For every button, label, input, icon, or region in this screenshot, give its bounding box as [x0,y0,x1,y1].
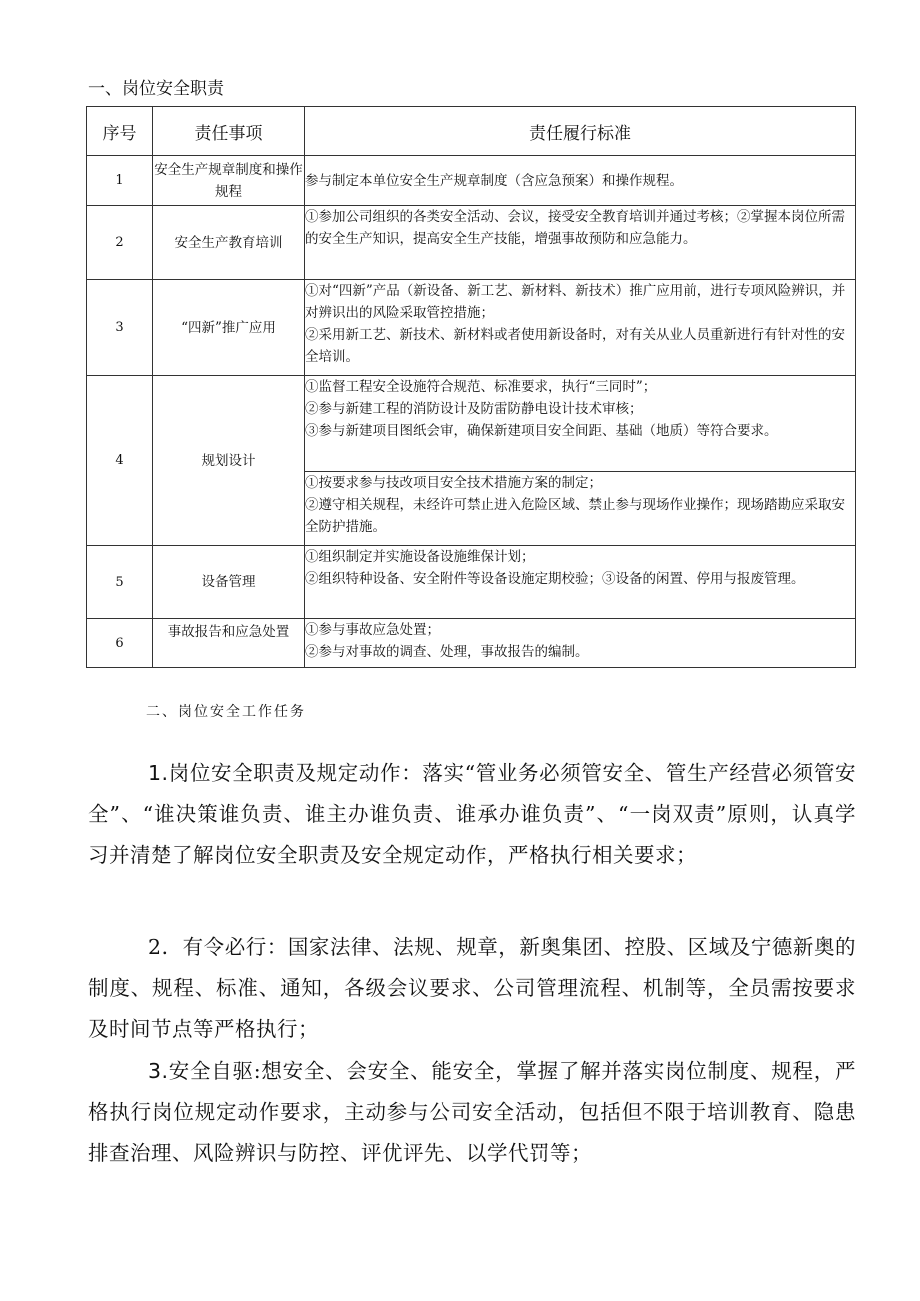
table-row [87,206,856,280]
standard-line: ②组织特种设备、安全附件等设备设施定期校验；③设备的闲置、停用与报废管理。 [305,571,805,587]
standard-line: ①参加公司组织的各类安全活动、会议，接受安全教育培训并通过考核；②掌握本岗位所需的安全生产知识，提高安全生产技能，增强事故预防和应急能力。 [305,209,845,247]
section-1-title: 一、岗位安全职责 [88,79,224,99]
standard-line: ①对“四新”产品（新设备、新工艺、新材料、新技术）推广应用前，进行专项风险辨识，并对辨识出的风险采取管控措施； [305,283,846,321]
standard-line: ②参与新建工程的消防设计及防雷防静电设计技术审核； [305,401,643,417]
table-row [87,280,856,376]
header-performance-standard: 责任履行标准 [305,107,856,156]
table-row [87,156,856,206]
row-standard [305,472,856,546]
table-row [87,376,856,472]
paragraph-lead: 3.安全自驱 [148,1058,254,1083]
header-responsibility-item: 责任事项 [153,107,305,156]
row-item: “四新”推广应用 [153,280,305,376]
responsibility-table [86,106,856,668]
paragraph-body: 2．有令必行：国家法律、法规、规章，新奥集团、控股、区域及宁德新奥的制度、规程、标准、通知，各级会议要求、公司管理流程、机制等，全员需按要求及时间节点等严格执行； [88,934,856,1041]
standard-line: ③参与新建项目图纸会审，确保新建项目安全间距、基础（地质）等符合要求。 [305,423,778,439]
row-standard [305,280,856,376]
paragraph-lead: 1.岗位安全职责及规定动作 [148,760,402,785]
standard-line: ②遵守相关规程，未经许可禁止进入危险区域、禁止参与现场作业操作；现场踏勘应采取安全防护措施。 [305,497,845,535]
table-header-row [87,107,856,156]
table-row [87,619,856,668]
row-standard [305,156,856,206]
paragraph-2 [88,927,856,1050]
row-item: 设备管理 [153,546,305,619]
row-item: 安全生产规章制度和操作规程 [153,156,305,206]
paragraph-1 [88,753,856,876]
row-standard [305,206,856,280]
paragraph-body: ：落实“管业务必须管安全、管生产经营必须管安全”、“谁决策谁负责、谁主办谁负责、谁承办谁负责”、“一岗双责”原则，认真学习并清楚了解岗位安全职责及安全规定动作，严格执行相关要求； [88,760,857,867]
standard-line: ①参与事故应急处置； [305,622,440,638]
row-standard [305,619,856,668]
row-item: 规划设计 [153,376,305,546]
row-item: 安全生产教育培训 [153,206,305,280]
row-number: 4 [87,376,153,546]
standard-line: ②采用新工艺、新技术、新材料或者使用新设备时，对有关从业人员重新进行有针对性的安全培训。 [305,327,845,365]
row-standard [305,376,856,472]
standard-line: ①组织制定并实施设备设施维保计划； [305,549,535,565]
paragraph-3 [88,1051,856,1174]
header-serial-no: 序号 [87,107,153,156]
row-standard [305,546,856,619]
row-number: 5 [87,546,153,619]
section-2-title: 二、岗位安全工作任务 [146,704,306,720]
standard-line: ②参与对事故的调查、处理，事故报告的编制。 [305,644,589,660]
row-number: 1 [87,156,153,206]
standard-line: ①监督工程安全设施符合规范、标准要求，执行“三同时”； [305,379,657,395]
standard-line: 参与制定本单位安全生产规章制度（含应急预案）和操作规程。 [305,172,683,189]
paragraph-body: :想安全、会安全、能安全，掌握了解并落实岗位制度、规程，严格执行岗位规定动作要求，主动参与公司安全活动，包括但不限于培训教育、隐患排查治理、风险辨识与防控、评优评先、以学代罚等； [88,1058,857,1165]
row-number: 3 [87,280,153,376]
row-number: 6 [87,619,153,668]
row-item: 事故报告和应急处置 [153,619,305,668]
row-number: 2 [87,206,153,280]
table-row [87,546,856,619]
standard-line: ①按要求参与技改项目安全技术措施方案的制定； [305,475,602,491]
